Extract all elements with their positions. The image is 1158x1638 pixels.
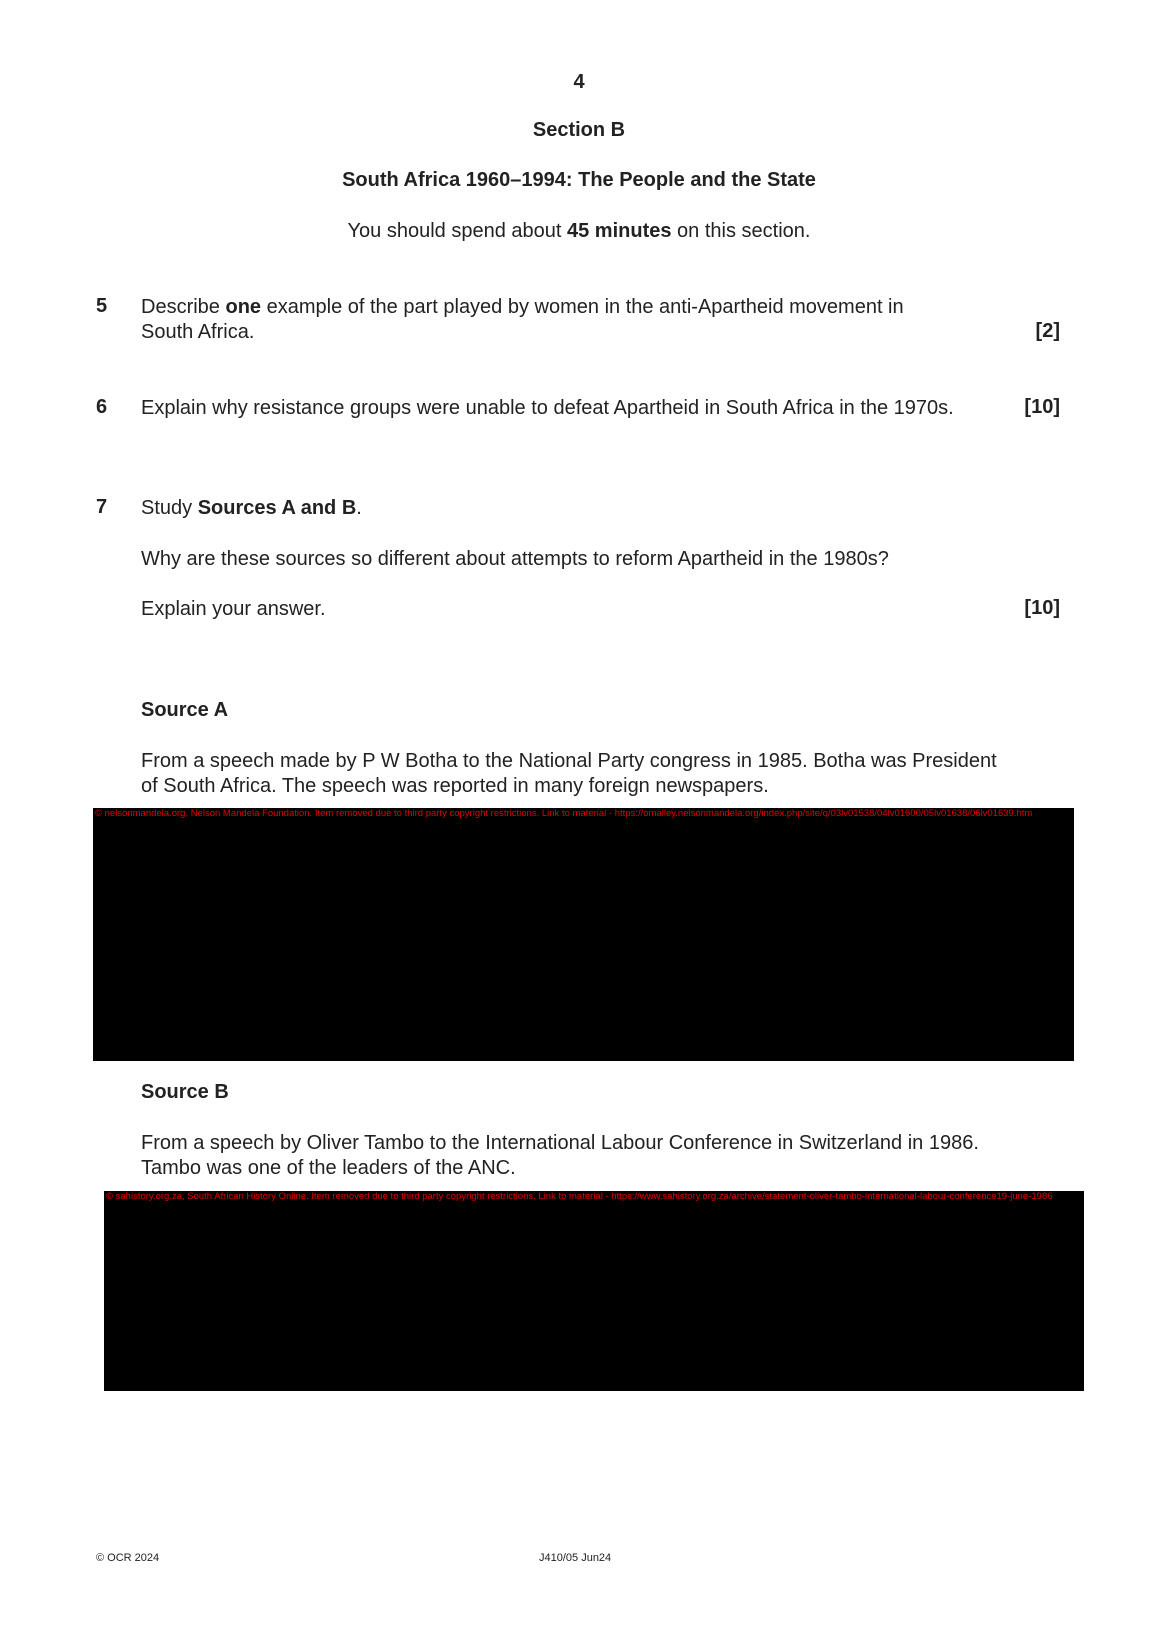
footer-paper-code: J410/05 Jun24 [539, 1552, 612, 1564]
source-b-title: Source B [141, 1081, 229, 1103]
question-text: Explain why resistance groups were unable to defeat Apartheid in South Africa in the 1970s. [141, 397, 954, 419]
copyright-notice: © nelsonmandela.org, Nelson Mandela Foundation. Item removed due to third party copyright restrictions. Link to material - https://omalley.nelsonmandela.org/index.php/site/q/03lv01538/04lv01600/05lv01638/06lv01639.htm [95, 808, 1033, 819]
question-marks: [2] [1035, 320, 1060, 342]
question-number: 7 [96, 496, 108, 518]
copyright-notice: © sahistory.org.za, South African History Online. Item removed due to third party copyright restrictions. Link to material - https://www.sahistory.org.za/archive/statement-oliver-tambo-international-labour-conference19-june-1986 [106, 1191, 1053, 1202]
source-a-caption: From a speech made by P W Botha to the National Party congress in 1985. Botha was President of South Africa. The speech was reported in many foreign newspapers. [141, 750, 997, 797]
source-b-caption: From a speech by Oliver Tambo to the International Labour Conference in Switzerland in 1986. Tambo was one of the leaders of the ANC. [141, 1132, 979, 1179]
topic-heading: South Africa 1960–1994: The People and the State [342, 169, 816, 191]
question-marks: [10] [1024, 597, 1060, 619]
timing-instruction: You should spend about 45 minutes on this section. [347, 220, 811, 242]
footer-copyright: © OCR 2024 [96, 1552, 160, 1564]
question-instruction: Explain your answer. [141, 598, 326, 620]
question-number: 5 [96, 295, 108, 317]
question-text: Describe one example of the part played by women in the anti-Apartheid movement in South Africa. [141, 296, 904, 343]
question-prompt: Why are these sources so different about attempts to reform Apartheid in the 1980s? [141, 548, 889, 570]
question-marks: [10] [1024, 396, 1060, 418]
source-b-redacted-block [104, 1191, 1084, 1391]
page-number: 4 [573, 71, 585, 93]
question-number: 6 [96, 396, 108, 418]
source-a-title: Source A [141, 699, 229, 721]
question-text: Study Sources A and B. [141, 497, 362, 519]
source-a-redacted-block [93, 808, 1074, 1061]
section-heading: Section B [532, 119, 626, 141]
